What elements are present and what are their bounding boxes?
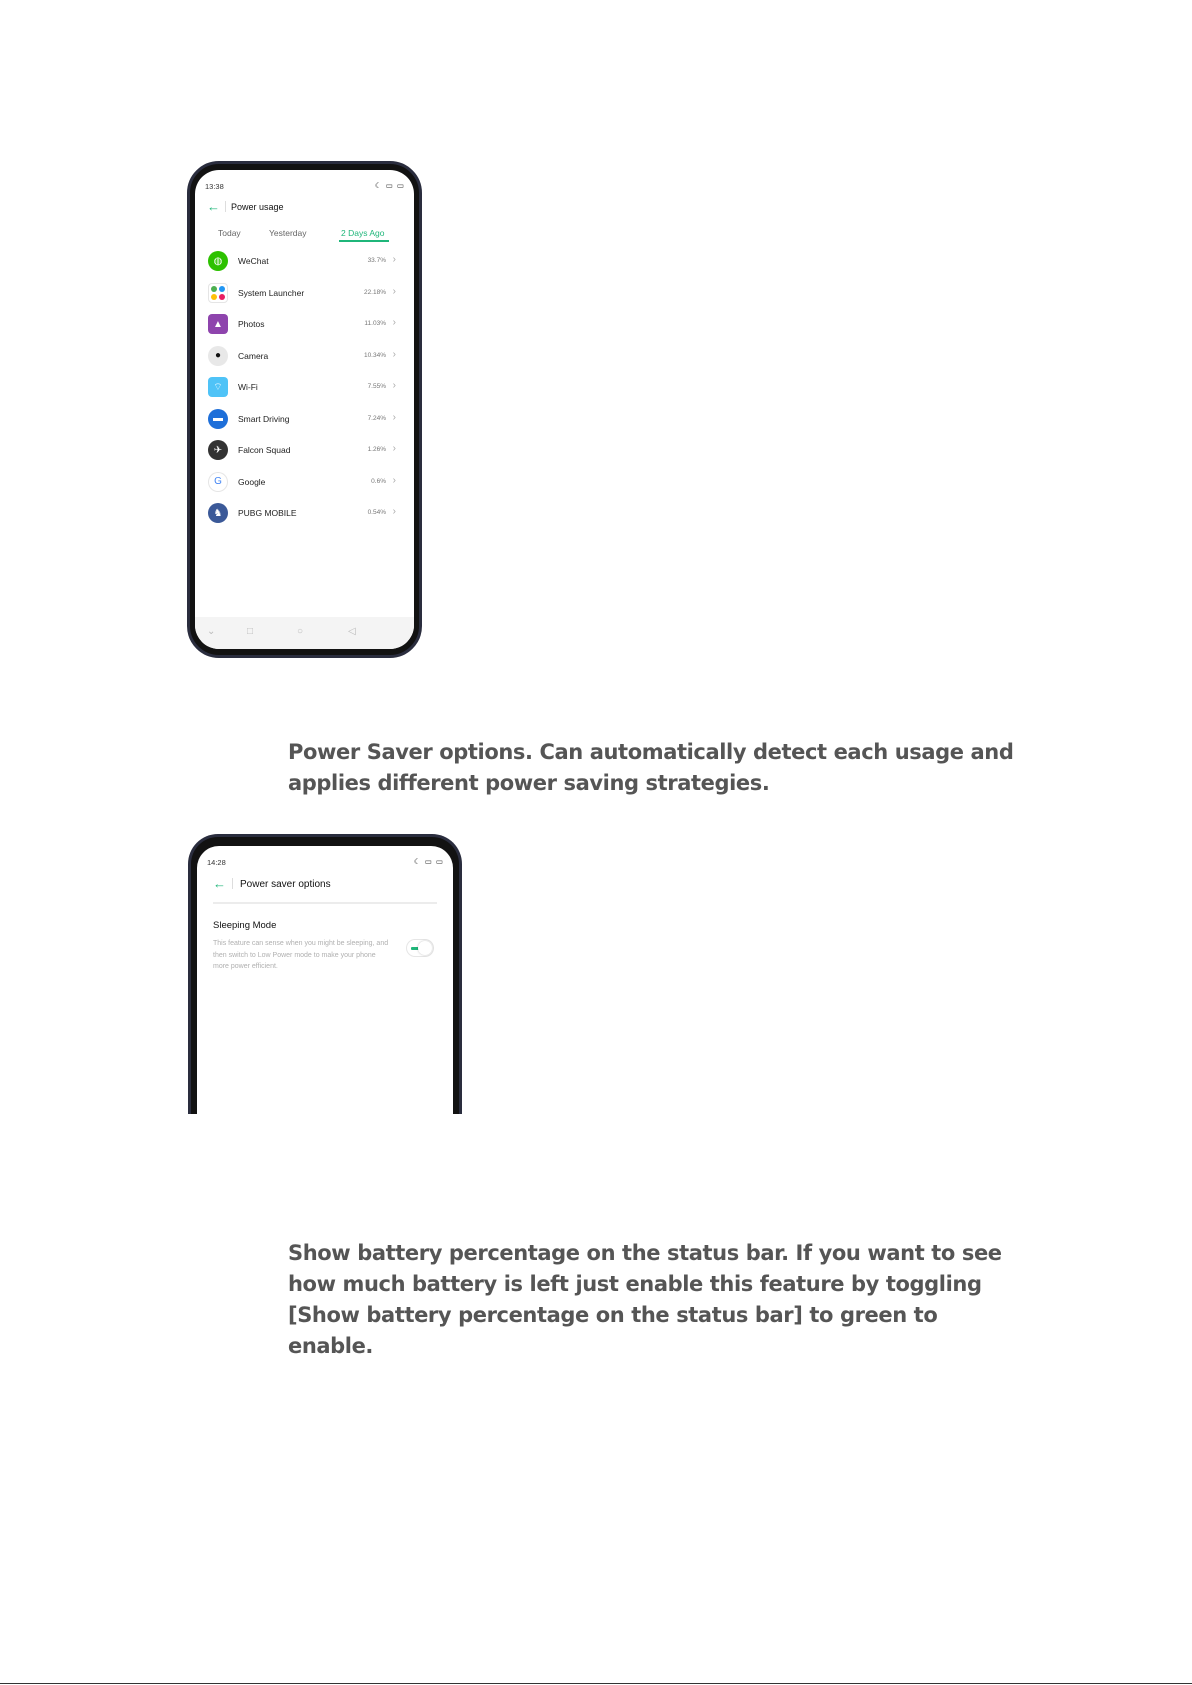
chevron-right-icon: ›: [392, 443, 396, 454]
status-bar: [195, 170, 414, 192]
caption-power-saver: Power Saver options. Can automatically detect each usage and applies different power saving strategies.: [288, 740, 1014, 795]
launcher-icon: [208, 283, 228, 303]
phone-screen: [197, 846, 453, 1117]
back-triangle-icon[interactable]: ◁: [348, 626, 356, 637]
list-item[interactable]: [195, 466, 414, 498]
photos-icon: ▲: [208, 314, 228, 334]
sleeping-mode-toggle[interactable]: [407, 940, 433, 956]
usage-percent: 1.26%: [367, 446, 386, 453]
caption-battery-percentage: Show battery percentage on the status bar. If you want to see how much battery is left just enable this feature by toggling [Show battery percentage on the status bar] to green to enable.: [288, 1241, 1002, 1358]
usage-percent: 7.24%: [367, 414, 386, 422]
falcon-squad-icon: ✈: [208, 440, 228, 460]
usage-percent: 10.34%: [363, 351, 386, 359]
usage-percent: 33.7%: [367, 257, 386, 264]
list-item[interactable]: [195, 245, 414, 277]
tab-2-days-ago[interactable]: 2 Days Ago: [341, 228, 385, 238]
header-divider: [225, 201, 226, 212]
phone-screenshot-power-saver-options: [188, 834, 462, 1114]
recents-square-icon[interactable]: □: [247, 626, 254, 637]
wifi-icon: ⌔: [208, 377, 228, 397]
list-item[interactable]: [195, 308, 414, 340]
chevron-right-icon: ›: [392, 317, 396, 328]
camera-icon: ●: [208, 346, 228, 366]
phone-screenshot-power-usage: [187, 161, 422, 658]
status-icons: ☾ ▭ ▭: [413, 857, 444, 866]
page-bottom-rule: [0, 1683, 1192, 1684]
app-name: System Launcher: [238, 287, 305, 298]
status-bar: [197, 846, 453, 868]
app-usage-list: [195, 245, 414, 529]
chevron-right-icon: ›: [392, 348, 396, 360]
active-tab-indicator: [339, 240, 389, 242]
page-title: Power saver options: [240, 879, 331, 890]
usage-percent: 7.55%: [367, 383, 386, 390]
chevron-right-icon: ›: [392, 380, 396, 391]
app-name: Photos: [238, 319, 265, 329]
setting-title: Sleeping Mode: [213, 920, 277, 931]
app-name: PUBG MOBILE: [238, 508, 297, 518]
list-item[interactable]: [195, 340, 414, 372]
chevron-right-icon: ›: [392, 474, 396, 486]
toggle-knob: [418, 941, 432, 955]
home-circle-icon[interactable]: ○: [297, 626, 304, 637]
list-item[interactable]: [195, 371, 414, 403]
google-icon: G: [208, 472, 228, 492]
chevron-right-icon: ›: [392, 254, 396, 265]
list-item[interactable]: [195, 434, 414, 466]
app-name: Wi-Fi: [238, 382, 258, 392]
usage-percent: 0.54%: [367, 509, 386, 516]
header-divider: [232, 878, 233, 889]
list-item[interactable]: [195, 277, 414, 309]
usage-percent: 0.6%: [371, 477, 386, 485]
phone-screen: [195, 170, 414, 649]
status-time: 14:28: [207, 858, 226, 867]
chevron-down-icon[interactable]: ⌄: [207, 626, 216, 637]
app-name: Camera: [238, 350, 269, 361]
app-name: Falcon Squad: [238, 445, 291, 455]
back-arrow-icon[interactable]: ←: [207, 199, 220, 214]
nav-bar: [195, 617, 414, 649]
chevron-right-icon: ›: [392, 506, 396, 517]
app-name: Google: [238, 476, 266, 487]
setting-description: This feature can sense when you might be sleeping, and then switch to Low Power mode to make your phone more power efficient.: [213, 940, 389, 970]
app-name: WeChat: [238, 256, 269, 266]
status-time: 13:38: [205, 182, 224, 191]
app-name: Smart Driving: [238, 413, 290, 424]
chevron-right-icon: ›: [392, 411, 396, 423]
list-item[interactable]: [195, 403, 414, 435]
header-rule: [213, 902, 437, 904]
list-item[interactable]: [195, 497, 414, 529]
usage-percent: 11.03%: [364, 320, 386, 327]
back-arrow-icon[interactable]: ←: [213, 876, 226, 891]
page-title: Power usage: [231, 202, 284, 212]
status-icons: ☾ ▭ ▭: [374, 181, 405, 190]
tab-today[interactable]: Today: [218, 228, 241, 238]
pubg-icon: ♞: [208, 503, 228, 523]
chevron-right-icon: ›: [392, 285, 396, 297]
usage-percent: 22.18%: [363, 288, 386, 296]
car-icon: ▬: [208, 409, 228, 429]
wechat-icon: ◍: [208, 251, 228, 271]
tab-yesterday[interactable]: Yesterday: [269, 228, 307, 238]
